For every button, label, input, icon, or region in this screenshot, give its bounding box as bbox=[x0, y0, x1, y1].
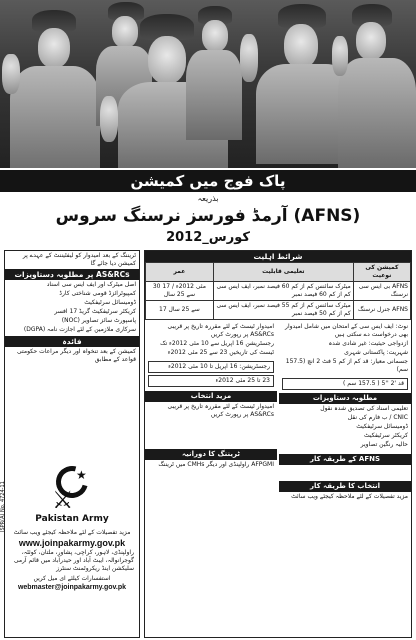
eligibility-table bbox=[145, 262, 411, 320]
subtitle-via: بذریعہ bbox=[197, 194, 219, 203]
benefit-heading: فائدہ bbox=[5, 336, 139, 347]
col-age: عمر bbox=[146, 263, 214, 282]
headline: پاک فوج میں کمیشن bbox=[0, 170, 416, 192]
col-course-type: کمیشن کی نوعیت bbox=[353, 263, 410, 282]
crescent-swords-icon: ★ ⚔ bbox=[46, 466, 98, 514]
left-docs-heading: AS&RCs پر مطلوبہ دستاویزات bbox=[5, 269, 139, 280]
final-heading: مزید انتخاب bbox=[145, 391, 277, 402]
ispr-reference: ISPR(A) No. 4724-11 bbox=[0, 481, 6, 532]
contact-intro: مزید تفصیلات کے لئے ملاحظہ کیجئے ویب سائٹ bbox=[13, 529, 131, 536]
benefit-text: کمیشن کے بعد تنخواہ اور دیگر مراعات حکومتی قواعد کے مطابق bbox=[17, 348, 136, 363]
registration-dates: رجسٹریشن: 16 اپریل تا 10 مئی 2012ء bbox=[148, 361, 274, 373]
contact-block bbox=[4, 528, 140, 591]
army-name: Pakistan Army bbox=[35, 514, 109, 524]
eligibility-heading: شرائط اہلیت bbox=[145, 251, 411, 262]
left-intro: ٹریننگ کے بعد امیدوار کو لیفٹیننٹ کے عہدے پر کمیشن دیا جائے گا bbox=[22, 252, 136, 267]
selection-heading: انتخاب کا طریقہ کار bbox=[279, 481, 411, 492]
notes-right: نوٹ: ایف ایس سی کے امتحان میں شامل امیدوار بھی درخواست دے سکتی ہیں ازدواجی حیثیت: غیر شادی شدہ شہریت: پاکستانی شہری جسمانی معیار: قد کم از کم 5 فٹ 2 انچ (157.5 سم) قد '2 ''5 ( 157.5 سم ) مطلوبہ دستاویزات تعلیمی اسناد کی تصدیق شدہ نقول CNIC / ب فارم کی نقل ڈومیسائل سرٹیفکیٹ کریکٹر سرٹیفکیٹ حالیہ رنگین تصاویر AFNS کے طریقہ کار انتخاب کا طریقہ کار مزید تفصیلات کے لئے ملاحظہ کیجئے ویب سائٹ bbox=[279, 322, 411, 503]
course-title: کورس_2012 bbox=[166, 230, 250, 245]
afns-heading: AFNS کے طریقہ کار bbox=[279, 454, 411, 465]
cadets-photo bbox=[0, 0, 416, 168]
col-qualification: تعلیمی قابلیت bbox=[213, 263, 353, 282]
selection-text: مزید تفصیلات کے لئے ملاحظہ کیجئے ویب سائٹ bbox=[291, 493, 408, 500]
physical-standard: قد '2 ''5 ( 157.5 سم ) bbox=[282, 378, 408, 390]
table-row: 30 مئی 2012ء / 17 سے 25 سال میٹرک سائنس کم از کم 60 فیصد نمبر، ایف ایس سی کم از کم 60 فیصد نمبر AFNS بی ایس سی نرسنگ bbox=[146, 282, 411, 301]
table-row: 17 سے 25 سال میٹرک سائنس کم از کم 55 فیصد نمبر، ایف ایس سی کم از کم 50 فیصد نمبر AFNS جنرل نرسنگ bbox=[146, 301, 411, 320]
email-link[interactable]: webmaster@joinpakarmy.gov.pk bbox=[17, 584, 127, 591]
email-label: استفسارات کیلئے ای میل کریں bbox=[33, 575, 111, 582]
website-link[interactable]: www.joinpakarmy.gov.pk bbox=[18, 538, 126, 548]
documents-list: تعلیمی اسناد کی تصدیق شدہ نقول CNIC / ب فارم کی نقل ڈومیسائل سرٹیفکیٹ کریکٹر سرٹیفکیٹ حالیہ رنگین تصاویر bbox=[320, 405, 408, 448]
mid-notes: امیدوار ٹیسٹ کے لئے مقررہ تاریخ پر قریبی AS&RCs پر رپورٹ کریں رجسٹریشن 16 اپریل سے 10 مئی 2012ء تک ٹیسٹ کی تاریخیں 23 سے 25 مئی 2012ء رجسٹریشن: 16 اپریل تا 10 مئی 2012ء 23 تا 25 مئی 2012ء مزید انتخاب امیدوار ٹیسٹ کے لئے مقررہ تاریخ پر قریبی AS&RCs پر رپورٹ کریں ٹریننگ کا دورانیہ AFPGMI راولپنڈی اور دیگر CMHs میں ٹریننگ bbox=[145, 322, 277, 503]
documents-heading: مطلوبہ دستاویزات bbox=[279, 393, 411, 404]
test-dates: 23 تا 25 مئی 2012ء bbox=[148, 375, 274, 387]
left-docs-list: اصل میٹرک اور ایف ایس سی اسناد کمپیوٹرائزڈ قومی شناختی کارڈ ڈومیسائل سرٹیفکیٹ کریکٹر سرٹیفکیٹ گریڈ 17 افسر پاسپورٹ سائز تصاویر (NOC) سرکاری ملازمین کے لئے اجازت نامہ (DGPA) bbox=[23, 281, 136, 333]
contact-addresses: راولپنڈی، لاہور، کراچی، پشاور، ملتان، کوئٹہ، گوجرانوالہ، ایبٹ آباد اور حیدرآباد میں قائم آرمی سلیکشن اینڈ ریکروٹمنٹ سنٹرز bbox=[13, 549, 134, 572]
right-column bbox=[144, 250, 412, 638]
service-title: آرمڈ فورسز نرسنگ سروس (AFNS) bbox=[55, 206, 361, 226]
army-emblem bbox=[10, 466, 134, 526]
training-heading: ٹریننگ کا دورانیہ bbox=[145, 449, 277, 460]
training-text: AFPGMI راولپنڈی اور دیگر CMHs میں ٹریننگ bbox=[158, 461, 274, 468]
